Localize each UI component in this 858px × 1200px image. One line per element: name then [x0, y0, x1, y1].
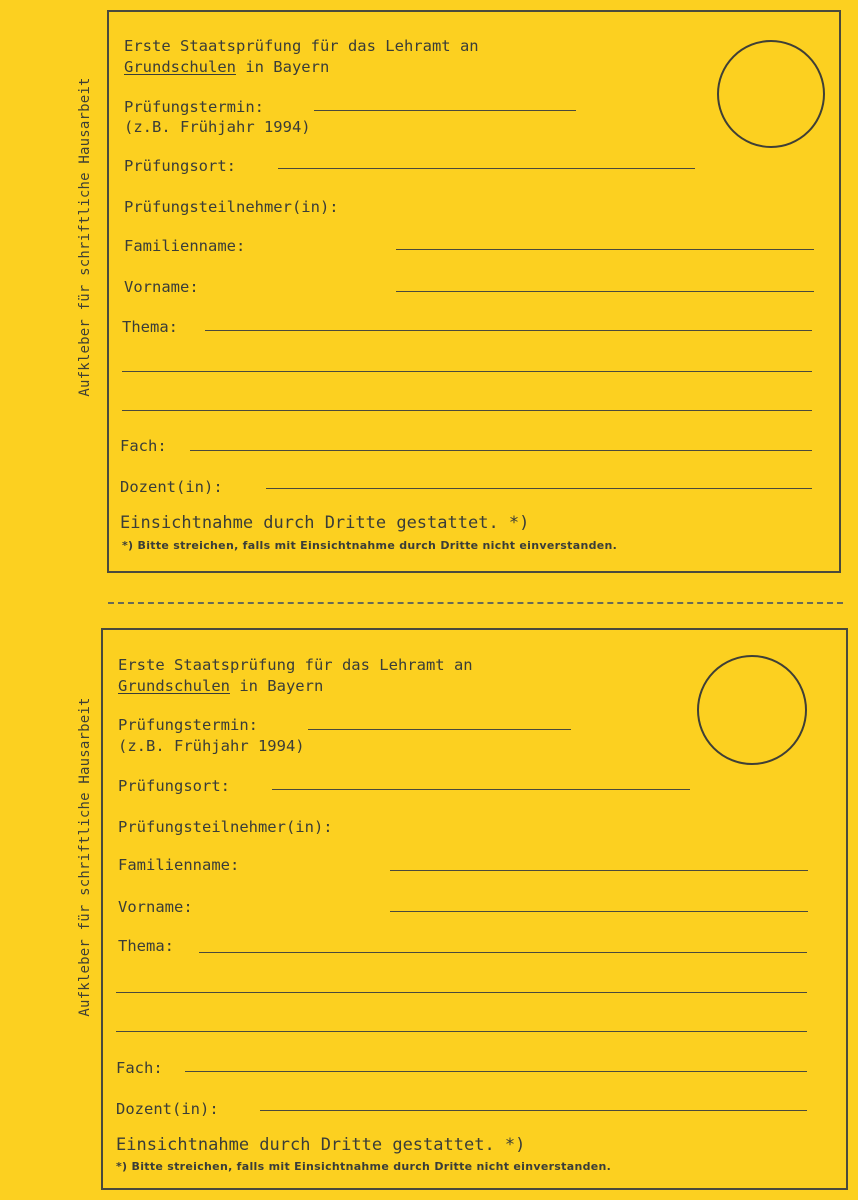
school-type-b: Grundschulen [118, 677, 230, 695]
surname-label-b: Familienname: [118, 856, 240, 874]
topic-field-3-b[interactable] [116, 1031, 807, 1032]
firstname-label: Vorname: [124, 278, 199, 296]
footnote-b: *) Bitte streichen, falls mit Einsichtnahme durch Dritte nicht einverstanden. [116, 1160, 612, 1173]
footnote: *) Bitte streichen, falls mit Einsichtnahme durch Dritte nicht einverstanden. [122, 539, 618, 552]
region: in Bayern [235, 58, 330, 76]
exam-date-label: Prüfungstermin: [124, 98, 264, 116]
lecturer-label-b: Dozent(in): [116, 1100, 219, 1118]
exam-date-field[interactable] [314, 110, 576, 111]
topic-field-2-b[interactable] [116, 992, 807, 993]
topic-field-1[interactable] [205, 330, 812, 331]
form-title-line2-b [118, 677, 323, 695]
exam-date-hint-b: (z.B. Frühjahr 1994) [118, 737, 305, 755]
firstname-field[interactable] [396, 291, 814, 292]
participant-label-b: Prüfungsteilnehmer(in): [118, 818, 333, 836]
exam-place-label: Prüfungsort: [124, 157, 236, 175]
exam-place-field-b[interactable] [272, 789, 690, 790]
exam-date-label-b: Prüfungstermin: [118, 716, 258, 734]
surname-label: Familienname: [124, 237, 246, 255]
lecturer-field[interactable] [266, 488, 812, 489]
surname-field[interactable] [396, 249, 814, 250]
stamp-circle-bottom [697, 655, 807, 765]
surname-field-b[interactable] [390, 870, 808, 871]
region-b: in Bayern [229, 677, 324, 695]
sticker-label-bottom: Aufkleber für schriftliche Hausarbeit [77, 697, 93, 1017]
form-title-line2 [124, 58, 329, 76]
firstname-field-b[interactable] [390, 911, 808, 912]
lecturer-label: Dozent(in): [120, 478, 223, 496]
cut-line [108, 602, 843, 604]
topic-field-2[interactable] [122, 371, 812, 372]
exam-date-hint: (z.B. Frühjahr 1994) [124, 118, 311, 136]
topic-field-1-b[interactable] [199, 952, 807, 953]
consent-text: Einsichtnahme durch Dritte gestattet. *) [120, 513, 530, 533]
subject-field-b[interactable] [185, 1071, 807, 1072]
topic-label-b: Thema: [118, 937, 174, 955]
exam-date-field-b[interactable] [308, 729, 571, 730]
stamp-circle-top [717, 40, 825, 148]
subject-field[interactable] [190, 450, 812, 451]
exam-place-label-b: Prüfungsort: [118, 777, 230, 795]
lecturer-field-b[interactable] [260, 1110, 807, 1111]
firstname-label-b: Vorname: [118, 898, 193, 916]
subject-label: Fach: [120, 437, 167, 455]
sticker-label-top: Aufkleber für schriftliche Hausarbeit [77, 77, 93, 397]
form-title-b: Erste Staatsprüfung für das Lehramt an [118, 656, 473, 674]
form-title: Erste Staatsprüfung für das Lehramt an [124, 37, 479, 55]
exam-place-field[interactable] [278, 168, 695, 169]
topic-field-3[interactable] [122, 410, 812, 411]
topic-label: Thema: [122, 318, 178, 336]
school-type: Grundschulen [124, 58, 236, 76]
subject-label-b: Fach: [116, 1059, 163, 1077]
consent-text-b: Einsichtnahme durch Dritte gestattet. *) [116, 1135, 526, 1155]
participant-label: Prüfungsteilnehmer(in): [124, 198, 339, 216]
